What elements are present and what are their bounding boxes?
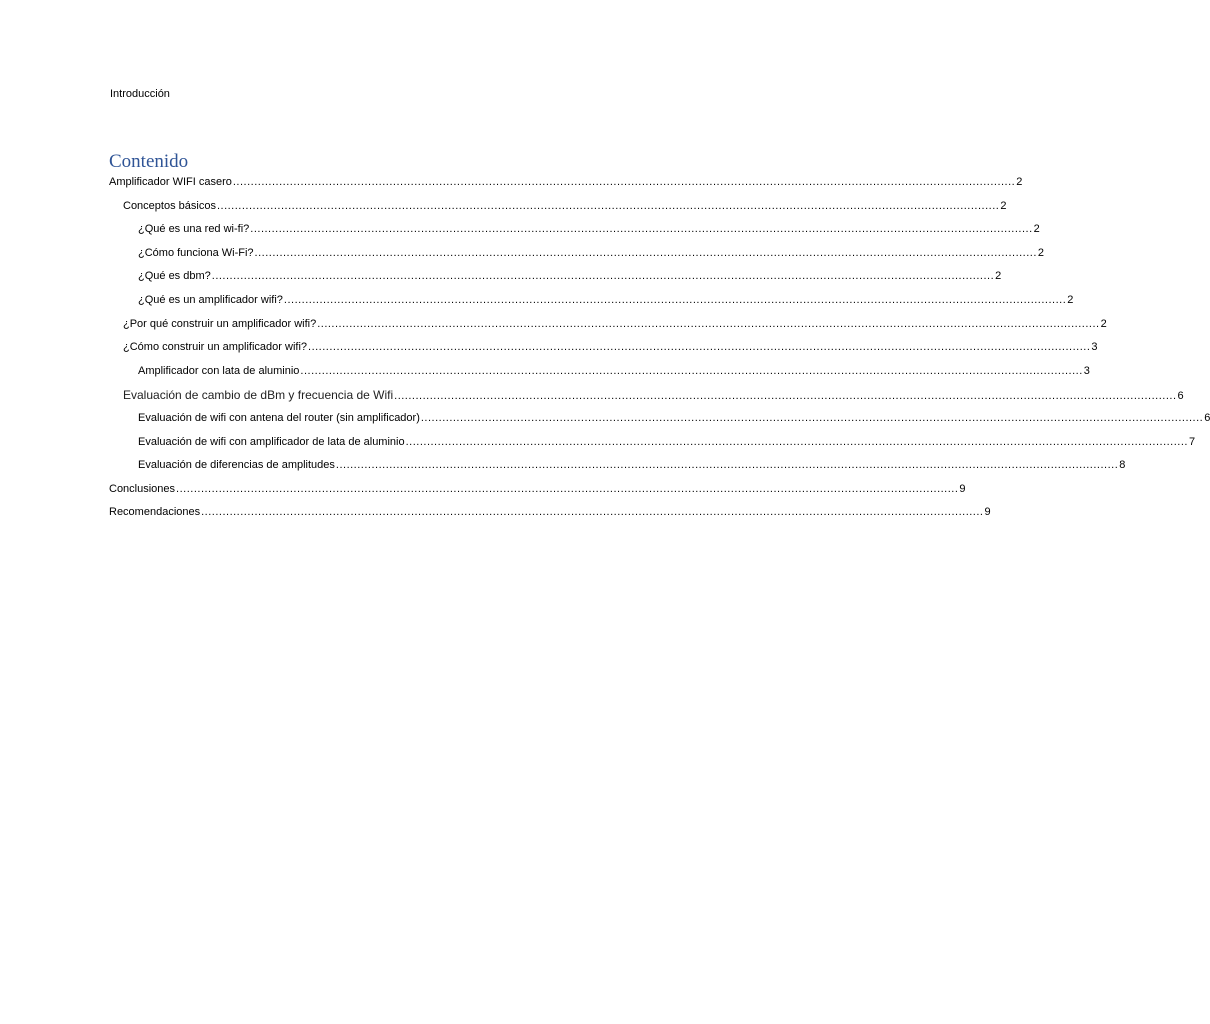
toc-entry[interactable] [109, 459, 1126, 483]
toc-page-number: 7 [1188, 435, 1196, 448]
toc-entry[interactable] [109, 293, 1074, 318]
toc-entry[interactable] [109, 176, 1023, 200]
toc-page-number: 2 [1033, 223, 1040, 236]
toc-dot-leader: ............................................................................................................................................................................................................................ [250, 223, 1033, 236]
toc-page-number: 8 [1119, 459, 1126, 472]
toc-entry-label: ¿Cómo construir un amplificador wifi? [123, 341, 308, 354]
toc-dot-leader: ............................................................................................................................................................................................................................ [254, 246, 1037, 259]
toc-page-number: 2 [1067, 293, 1074, 306]
toc-entry[interactable] [109, 388, 1184, 412]
toc-dot-leader: ............................................................................................................................................................................................................................ [232, 176, 1016, 188]
toc-dot-leader: ............................................................................................................................................................................................................................ [300, 364, 1083, 377]
toc-page-number: 9 [984, 506, 991, 519]
toc-entry[interactable] [109, 364, 1090, 389]
toc-page-number: 3 [1091, 341, 1098, 354]
toc-entry[interactable] [109, 223, 1040, 247]
toc-dot-leader: ............................................................................................................................................................................................................................ [283, 293, 1067, 306]
toc-entry-label: Evaluación de cambio de dBm y frecuencia de Wifi [123, 388, 394, 403]
toc-entry-label: ¿Qué es dbm? [138, 270, 211, 283]
toc-entry[interactable] [109, 411, 1210, 436]
toc-page-number: 2 [1037, 246, 1045, 259]
toc-entry-label: Amplificador con lata de aluminio [138, 364, 300, 377]
toc-page-number: 2 [1016, 176, 1023, 188]
toc-dot-leader: ............................................................................................................................................................................................................................ [405, 435, 1188, 448]
toc-entry[interactable] [109, 199, 1007, 224]
toc-page-number: 2 [1100, 317, 1107, 330]
toc-entry-label: ¿Por qué construir un amplificador wifi? [123, 317, 317, 330]
toc-dot-leader: ............................................................................................................................................................................................................................ [420, 411, 1204, 424]
toc-entry-label: ¿Qué es un amplificador wifi? [138, 293, 283, 306]
toc-entry[interactable] [109, 270, 1002, 294]
toc-entry[interactable] [109, 506, 991, 530]
toc-page-number: 6 [1204, 411, 1210, 424]
toc-entry-label: Evaluación de diferencias de amplitudes [138, 459, 335, 472]
toc-dot-leader: ............................................................................................................................................................................................................................ [211, 270, 995, 283]
toc-entry[interactable] [109, 317, 1107, 342]
toc-dot-leader: ............................................................................................................................................................................................................................ [308, 341, 1091, 354]
toc-entry[interactable] [109, 246, 1045, 271]
toc-page-number: 3 [1083, 364, 1090, 377]
toc-dot-leader: ............................................................................................................................................................................................................................ [201, 506, 984, 519]
toc-entry-label: Conclusiones [109, 482, 176, 495]
toc-entry[interactable] [109, 482, 966, 507]
toc-entry-label: Evaluación de wifi con antena del router (sin amplificador) [138, 411, 420, 424]
intro-heading: Introducción [110, 88, 170, 100]
toc-page-number: 6 [1177, 390, 1184, 403]
toc-entry-label: Evaluación de wifi con amplificador de lata de aluminio [138, 435, 405, 448]
toc-page-number: 2 [995, 270, 1002, 283]
toc-page-number: 9 [959, 482, 966, 495]
toc-dot-leader: ............................................................................................................................................................................................................................ [216, 199, 1000, 212]
toc-entry-label: ¿Cómo funciona Wi-Fi? [138, 246, 254, 259]
toc-title: Contenido [109, 151, 189, 172]
toc-dot-leader: ............................................................................................................................................................................................................................ [394, 390, 1177, 403]
toc-entry-label: Conceptos básicos [123, 199, 216, 212]
table-of-contents [109, 176, 1210, 530]
toc-entry[interactable] [109, 341, 1098, 365]
toc-dot-leader: ............................................................................................................................................................................................................................ [335, 459, 1119, 472]
toc-dot-leader: ............................................................................................................................................................................................................................ [317, 317, 1100, 330]
toc-entry-label: ¿Qué es una red wi-fi? [138, 223, 250, 236]
toc-entry-label: Recomendaciones [109, 506, 201, 519]
toc-page-number: 2 [1000, 199, 1007, 212]
toc-entry-label: Amplificador WIFI casero [109, 176, 232, 188]
toc-dot-leader: ............................................................................................................................................................................................................................ [176, 482, 959, 495]
toc-entry[interactable] [109, 435, 1196, 460]
